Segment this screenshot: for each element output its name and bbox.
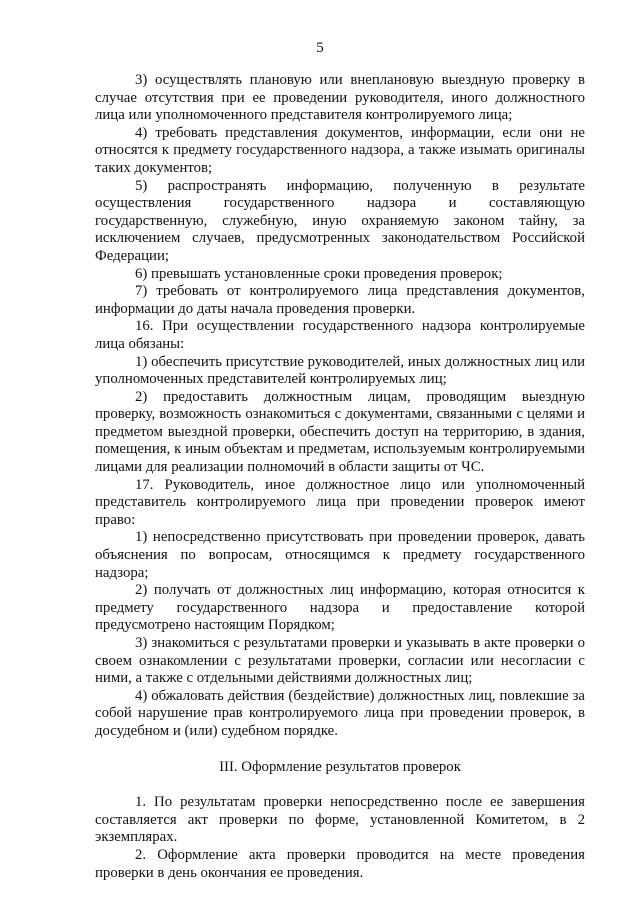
paragraph-prohibition-3: 3) осуществлять плановую или внеплановую выездную проверку в случае отсутствия при ее проведении руководителя, иного должностного лица или уполномоченного представителя контролируемого лица; [95,72,585,124]
paragraph-results-1: 1. По результатам проверки непосредственно после ее завершения составляется акт проверки по форме, установленной Комитетом, в 2 экземплярах. [95,794,585,846]
section-heading: III. Оформление результатов проверок [219,758,461,775]
paragraph-prohibition-5: 5) распространять информацию, полученную в результате осуществления государственного надзора и составляющую государственную, служебную, иную охраняемую законом тайну, за исключением случаев, предусмотренных законодательством Российской Федерации; [95,177,585,264]
paragraph-clause-17: 17. Руководитель, иное должностное лицо или уполномоченный представитель контролируемого лица при проведении проверок имеют право: [95,476,585,528]
paragraph-duty-2: 2) предоставить должностным лицам, проводящим выездную проверку, возможность ознакомиться с документами, связанными с целями и предметом выездной проверки, обеспечить доступ на территорию, в здания, помещения, к иным объектам и предметам, используемым контролируемыми лицами для реализации полномочий в области защиты от ЧС. [95,388,585,476]
paragraph-duty-1: 1) обеспечить присутствие руководителей, иных должностных лиц или уполномоченных представителей контролируемых лиц; [95,353,585,388]
paragraph-prohibition-7: 7) требовать от контролируемого лица представления документов, информации до даты начала проведения проверки. [95,283,585,317]
paragraph-right-2: 2) получать от должностных лиц информацию, которая относится к предмету государственного надзора и предоставление которой предусмотрено настоящим Порядком; [95,582,585,634]
paragraph-clause-16: 16. При осуществлении государственного надзора контролируемые лица обязаны: [95,318,585,352]
paragraph-right-4: 4) обжаловать действия (бездействие) должностных лиц, повлекшие за собой нарушение прав контролируемого лица при проведении проверок, в досудебном и (или) судебном порядке. [95,687,585,739]
paragraph-prohibition-4: 4) требовать представления документов, информации, если они не относятся к предмету государственного надзора, а также изымать оригиналы таких документов; [95,124,585,176]
page-number: 5 [316,40,324,56]
paragraph-right-3: 3) знакомиться с результатами проверки и указывать в акте проверки о своем ознакомлении с результатами проверки, согласии или несогласии с ними, а также с отдельными действиями должностных лиц; [95,635,585,687]
document-body [95,72,585,882]
paragraph-results-2: 2. Оформление акта проверки проводится на месте проведения проверки в день окончания ее проведения. [95,846,585,881]
paragraph-prohibition-6: 6) превышать установленные сроки проведения проверок; [135,265,503,282]
paragraph-right-1: 1) непосредственно присутствовать при проведении проверок, давать объяснения по вопросам, относящимся к предмету государственного надзора; [95,529,585,581]
